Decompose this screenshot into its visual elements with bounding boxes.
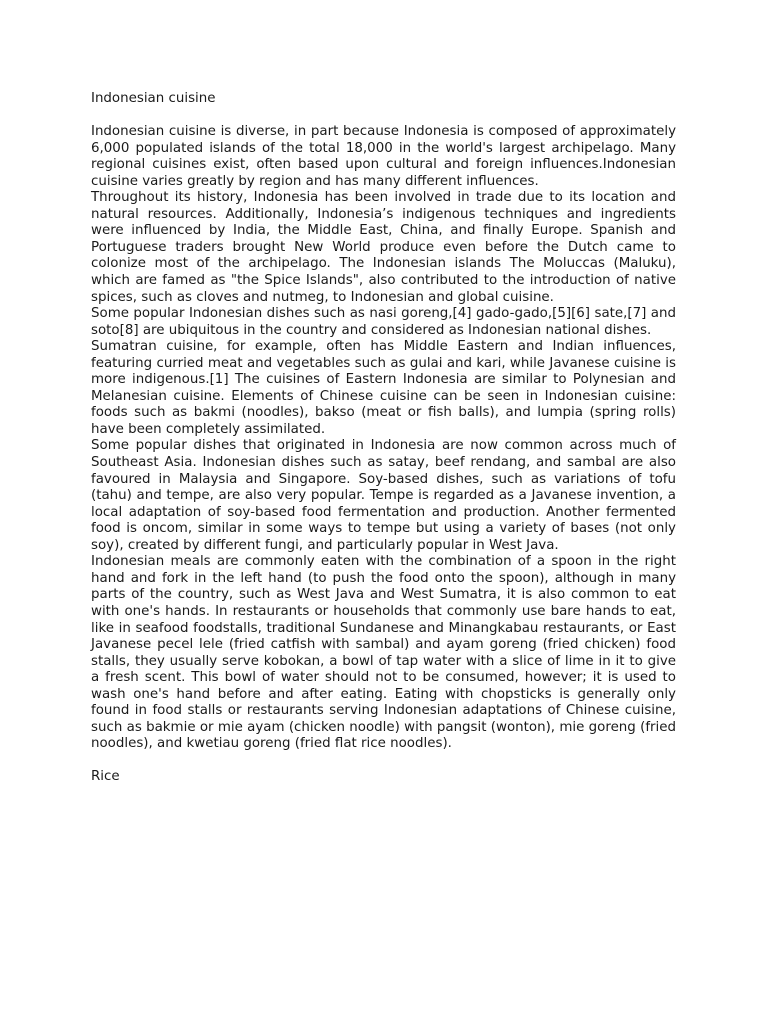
paragraph-regional-influences: Sumatran cuisine, for example, often has Middle Eastern and Indian influences, featuring curried meat and vegetables such as gulai and kari, while Javanese cuisine is more indigenous.[1] The cuisines of Eastern Indonesia are similar to Polynesian and Melanesian cuisine. Elements of Chinese cuisine can be seen in Indonesian cuisine: foods such as bakmi (noodles), bakso (meat or fish balls), and lumpia (spring rolls) have been completely assimilated.	[91, 339, 676, 437]
section-heading-rice: Rice	[91, 769, 120, 785]
paragraph-diversity: Indonesian cuisine is diverse, in part because Indonesia is composed of approximately 6,000 populated islands of the total 18,000 in the world's largest archipelago. Many regional cuisines exist, often based upon cultural and foreign influences.Indonesian cuisine varies greatly by region and has many different influences.	[91, 124, 676, 189]
paragraph-national-dishes: Some popular Indonesian dishes such as nasi goreng,[4] gado-gado,[5][6] sate,[7] and soto[8] are ubiquitous in the country and considered as Indonesian national dishes.	[91, 306, 676, 338]
paragraph-history: Throughout its history, Indonesia has been involved in trade due to its location and natural resources. Additionally, Indonesia’s indigenous techniques and ingredients were influenced by India, the Middle East, China, and finally Europe. Spanish and Portuguese traders brought New World produce even before the Dutch came to colonize most of the archipelago. The Indonesian islands The Moluccas (Maluku), which are famed as "the Spice Islands", also contributed to the introduction of native spices, such as cloves and nutmeg, to Indonesian and global cuisine.	[91, 190, 676, 305]
paragraph-southeast-asia: Some popular dishes that originated in Indonesia are now common across much of Southeast Asia. Indonesian dishes such as satay, beef rendang, and sambal are also favoured in Malaysia and Singapore. Soy-based dishes, such as variations of tofu (tahu) and tempe, are also very popular. Tempe is regarded as a Javanese invention, a local adaptation of soy-based food fermentation and production. Another fermented food is oncom, similar in some ways to tempe but using a variety of bases (not only soy), created by different fungi, and particularly popular in West Java.	[91, 438, 676, 553]
document-title: Indonesian cuisine	[91, 91, 216, 106]
paragraph-eating-customs: Indonesian meals are commonly eaten with the combination of a spoon in the right hand and fork in the left hand (to push the food onto the spoon), although in many parts of the country, such as West Java and West Sumatra, it is also common to eat with one's hands. In restaurants or households that commonly use bare hands to eat, like in seafood foodstalls, traditional Sundanese and Minangkabau restaurants, or East Javanese pecel lele (fried catfish with sambal) and ayam goreng (fried chicken) food stalls, they usually serve kobokan, a bowl of tap water with a slice of lime in it to give a fresh scent. This bowl of water should not to be consumed, however; it is used to wash one's hand before and after eating. Eating with chopsticks is generally only found in food stalls or restaurants serving Indonesian adaptations of Chinese cuisine, such as bakmie or mie ayam (chicken noodle) with pangsit (wonton), mie goreng (fried noodles), and kwetiau goreng (fried flat rice noodles).	[91, 554, 676, 752]
document-page	[91, 91, 676, 786]
